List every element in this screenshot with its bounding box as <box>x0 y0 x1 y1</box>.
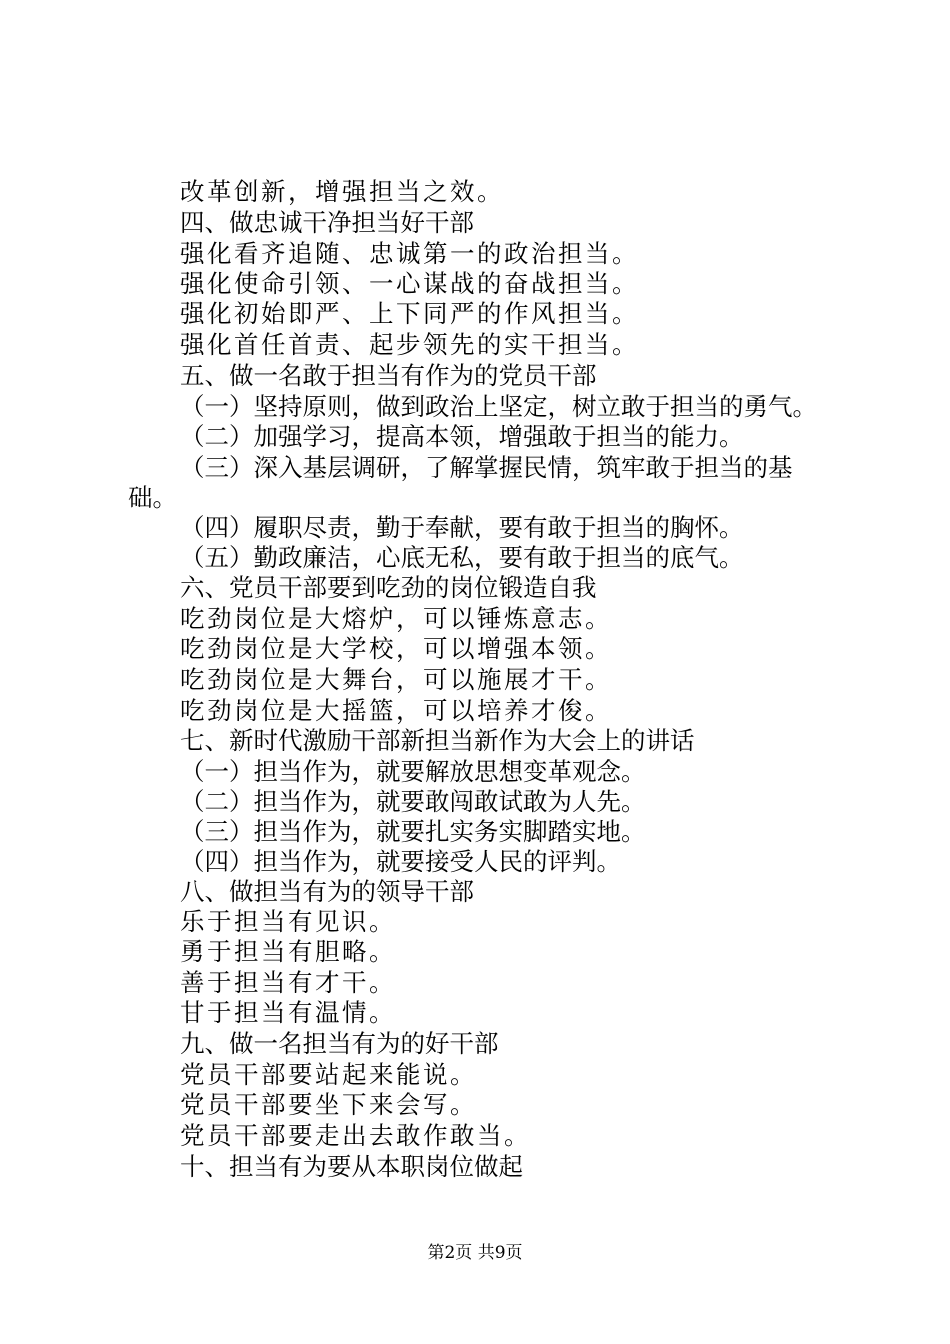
body-text-line: 党员干部要站起来能说。 <box>180 1060 477 1089</box>
body-text-line: 党员干部要走出去敢作敢当。 <box>180 1121 531 1150</box>
body-text-line: 强化首任首责、起步领先的实干担当。 <box>180 330 639 359</box>
body-text-line: 强化使命引领、一心谋战的奋战担当。 <box>180 269 639 298</box>
body-text-line: 党员干部要坐下来会写。 <box>180 1090 477 1119</box>
body-text-line: （三）担当作为，就要扎实务实脚踏实地。 <box>180 817 646 846</box>
section-heading: 五、做一名敢于担当有作为的党员干部 <box>180 361 597 390</box>
section-heading: 十、担当有为要从本职岗位做起 <box>180 1152 523 1181</box>
page-footer: 第2页 共9页 <box>427 1243 523 1263</box>
body-text-line: （二）担当作为，就要敢闯敢试敢为人先。 <box>180 787 646 816</box>
section-heading: 六、党员干部要到吃劲的岗位锻造自我 <box>180 573 597 602</box>
body-text-line: （一）担当作为，就要解放思想变革观念。 <box>180 757 646 786</box>
body-text-line: 善于担当有才干。 <box>180 968 396 997</box>
body-text-line: 甘于担当有温情。 <box>180 998 396 1027</box>
body-text-line: 强化看齐追随、忠诚第一的政治担当。 <box>180 239 639 268</box>
body-text-line: 改革创新，增强担当之效。 <box>180 177 504 206</box>
body-text-line: （四）履职尽责，勤于奉献，要有敢于担当的胸怀。 <box>180 513 744 542</box>
body-text-line: 吃劲岗位是大摇篮，可以培养才俊。 <box>180 696 612 725</box>
body-text-line: 吃劲岗位是大学校，可以增强本领。 <box>180 634 612 663</box>
body-text-line: （二）加强学习，提高本领，增强敢于担当的能力。 <box>180 422 744 451</box>
body-text-line: 勇于担当有胆略。 <box>180 937 396 966</box>
body-text-line: 吃劲岗位是大熔炉，可以锤炼意志。 <box>180 604 612 633</box>
body-text-line: （四）担当作为，就要接受人民的评判。 <box>180 847 621 876</box>
body-text-line: （一）坚持原则，做到政治上坚定，树立敢于担当的勇气。 <box>180 392 817 421</box>
section-heading: 八、做担当有为的领导干部 <box>180 877 474 906</box>
section-heading: 九、做一名担当有为的好干部 <box>180 1029 499 1058</box>
body-text-line-wrap: 础。 <box>128 483 177 512</box>
body-text-line: 强化初始即严、上下同严的作风担当。 <box>180 299 639 328</box>
body-text-line: （三）深入基层调研，了解掌握民情，筑牢敢于担当的基 <box>180 453 793 482</box>
section-heading: 七、新时代激励干部新担当新作为大会上的讲话 <box>180 726 695 755</box>
body-text-line: （五）勤政廉洁，心底无私，要有敢于担当的底气。 <box>180 543 744 572</box>
body-text-line: 乐于担当有见识。 <box>180 907 396 936</box>
section-heading: 四、做忠诚干净担当好干部 <box>180 208 474 237</box>
body-text-line: 吃劲岗位是大舞台，可以施展才干。 <box>180 665 612 694</box>
